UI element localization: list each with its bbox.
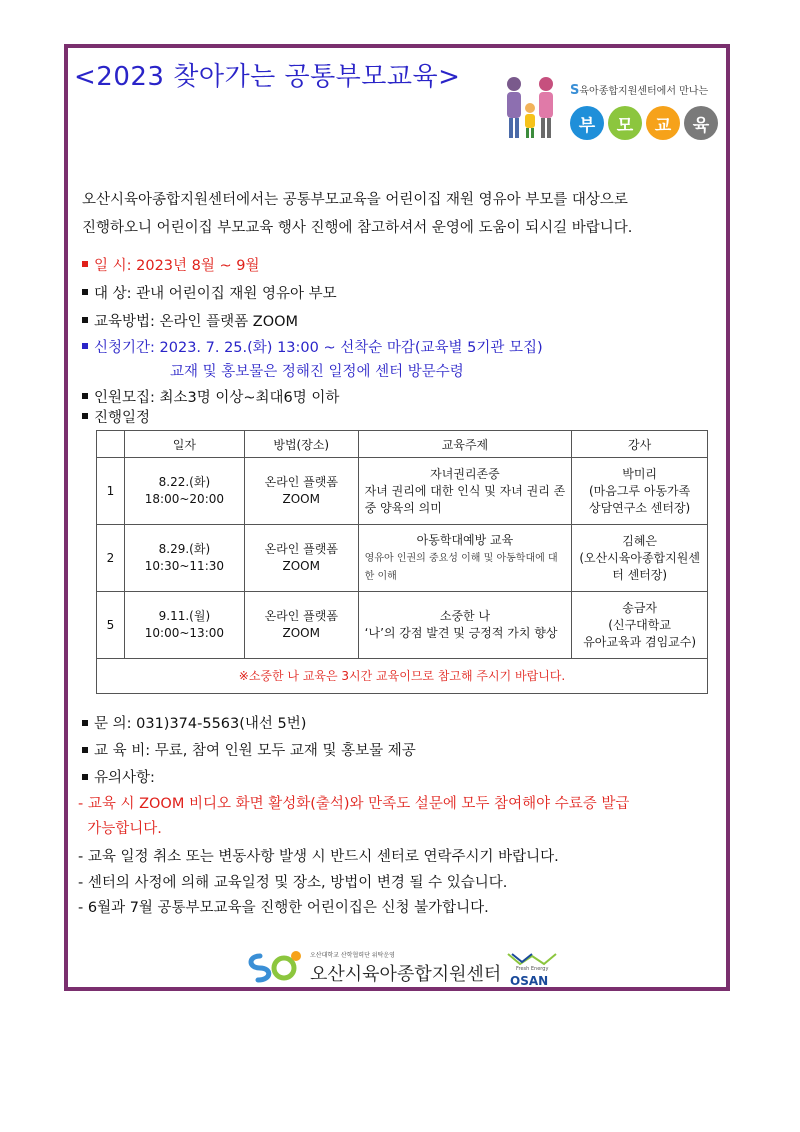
bullet-square-icon	[82, 413, 88, 419]
info-item-application: 신청기간: 2023. 7. 25.(화) 13:00 ~ 선착순 마감(교육별 5기관 모집)	[82, 336, 543, 357]
logo-tagline: S육아종합지원센터에서 만나는	[570, 83, 709, 98]
table-row	[97, 525, 708, 592]
note-restriction: - 6월과 7월 공통부모교육을 진행한 어린이집은 신청 불가합니다.	[78, 900, 489, 916]
intro-line: 진행하오니 어린이집 부모교육 행사 진행에 참고하셔서 운영에 도움이 되시길 바랍니다.	[82, 220, 633, 236]
bullet-square-icon	[82, 720, 88, 726]
lecturer-cell: 김혜은 (오산시육아종합지원센 터 센터장)	[572, 525, 708, 592]
osan-logo	[502, 952, 562, 988]
bullet-square-icon	[82, 317, 88, 323]
date-cell: 8.22.(화) 18:00~20:00	[124, 458, 244, 525]
table-header: 강사	[572, 431, 708, 458]
bullet-square-icon	[82, 343, 88, 349]
center-logo-icon	[246, 948, 306, 984]
note-change: - 센터의 사정에 의해 교육일정 및 장소, 방법이 변경 될 수 있습니다.	[78, 875, 508, 891]
table-header	[97, 431, 125, 458]
topic-cell: 아동학대예방 교육 영유아 인권의 중요성 이해 및 아동학대에 대한 이해	[358, 525, 572, 592]
note-zoom-cont: 가능합니다.	[78, 821, 162, 837]
footer-center-name: 오산시육아종합지원센터	[310, 964, 502, 985]
info-item-method: 교육방법: 온라인 플랫폼 ZOOM	[82, 310, 298, 331]
osan-wave-icon	[506, 952, 558, 966]
fee-item: 교 육 비: 무료, 참여 인원 모두 교재 및 홍보물 제공	[82, 739, 416, 760]
date-cell: 9.11.(월) 10:00~13:00	[124, 592, 244, 659]
row-number: 1	[97, 458, 125, 525]
lecturer-cell: 송금자 (신구대학교 유아교육과 겸임교수)	[572, 592, 708, 659]
table-header: 교육주제	[358, 431, 572, 458]
info-item-materials: 교재 및 홍보물은 정해진 일정에 센터 방문수령	[170, 364, 464, 380]
table-row	[97, 458, 708, 525]
date-cell: 8.29.(화) 10:30~11:30	[124, 525, 244, 592]
bullet-square-icon	[82, 393, 88, 399]
bullet-square-icon	[82, 261, 88, 267]
footer-logo	[246, 946, 576, 986]
table-note-row	[97, 659, 708, 694]
table-row	[97, 592, 708, 659]
logo-badge: 모	[608, 106, 642, 140]
info-item-target: 대 상: 관내 어린이집 재원 영유아 부모	[82, 282, 337, 303]
topic-cell: 자녀권리존중 자녀 권리에 대한 인식 및 자녀 권리 존중 양육의 의미	[358, 458, 572, 525]
notes-heading: 유의사항:	[82, 766, 155, 787]
info-item-schedule: 진행일정	[82, 406, 150, 427]
method-cell: 온라인 플랫폼 ZOOM	[244, 592, 358, 659]
note-cancel: - 교육 일정 취소 또는 변동사항 발생 시 반드시 센터로 연락주시기 바랍니다.	[78, 849, 559, 865]
table-note: ※소중한 나 교육은 3시간 교육이므로 참고해 주시기 바랍니다.	[97, 659, 708, 694]
bullet-square-icon	[82, 289, 88, 295]
family-illustration-icon	[500, 72, 564, 144]
bullet-square-icon	[82, 747, 88, 753]
row-number: 5	[97, 592, 125, 659]
logo-badge: 육	[684, 106, 718, 140]
osan-wordmark: OSAN	[510, 974, 549, 988]
info-item-recruit: 인원모집: 최소3명 이상~최대6명 이하	[82, 386, 339, 407]
topic-cell: 소중한 나 ‘나’의 강점 발견 및 긍정적 가치 향상	[358, 592, 572, 659]
intro-line: 오산시육아종합지원센터에서는 공통부모교육을 어린이집 재원 영유아 부모를 대상으로	[82, 192, 628, 208]
method-cell: 온라인 플랫폼 ZOOM	[244, 458, 358, 525]
table-header-row	[97, 431, 708, 458]
osan-slogan: Fresh Energy	[516, 966, 549, 972]
note-zoom: - 교육 시 ZOOM 비디오 화면 활성화(출석)와 만족도 설문에 모두 참여해야 수료증 발급	[78, 796, 630, 812]
logo-badge: 부	[570, 106, 604, 140]
logo-badge: 교	[646, 106, 680, 140]
footer-subtitle: 오산대학교 산학협력단 위탁운영	[310, 952, 395, 959]
bullet-square-icon	[82, 774, 88, 780]
lecturer-cell: 박미리 (마음그루 아동가족 상담연구소 센터장)	[572, 458, 708, 525]
center-mark-icon: S	[570, 83, 580, 98]
page-title: <2023 찾아가는 공통부모교육>	[74, 62, 461, 92]
intro-paragraph	[82, 186, 722, 242]
parent-education-logo	[500, 72, 728, 150]
contact-item: 문 의: 031)374-5563(내선 5번)	[82, 712, 306, 733]
logo-badges	[570, 106, 718, 140]
table-header: 방법(장소)	[244, 431, 358, 458]
table-header: 일자	[124, 431, 244, 458]
info-item-date: 일 시: 2023년 8월 ~ 9월	[82, 254, 259, 275]
method-cell: 온라인 플랫폼 ZOOM	[244, 525, 358, 592]
schedule-table	[96, 430, 708, 694]
row-number: 2	[97, 525, 125, 592]
